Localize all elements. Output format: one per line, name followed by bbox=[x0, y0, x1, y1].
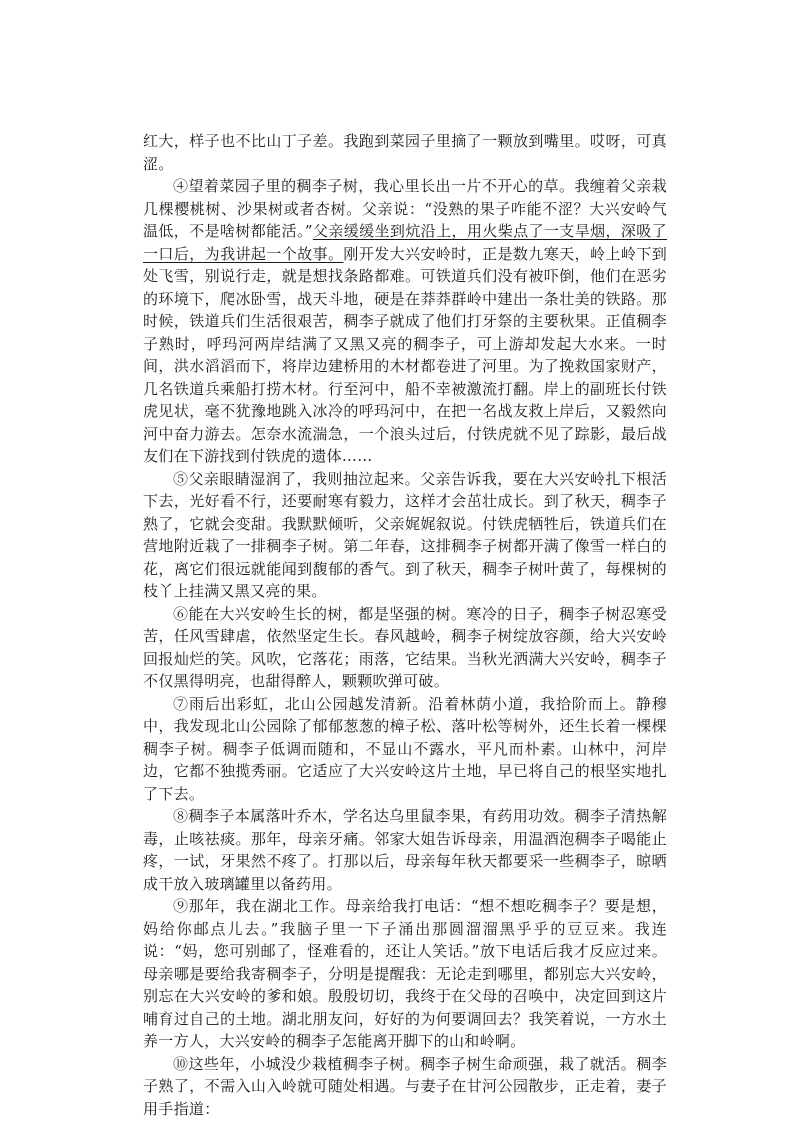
paragraph-p4 bbox=[143, 175, 667, 468]
paragraph-text: 刚开发大兴安岭时，正是数九寒天，岭上岭下到处飞雪，别说行走，就是想找条路都难。可铁道兵们没有被吓倒，他们在恶劣的环境下，爬冰卧雪，战天斗地，硬是在莽莽群岭中建出一条壮美的铁路。那时候，铁道兵们生活很艰苦，稠李子就成了他们打牙祭的主要秋果。正值稠李子熟时，呼玛河两岸结满了又黑又亮的稠李子，可上游却发起大水来。一时间，洪水滔滔而下，将岸边建桥用的木材都卷进了河里。为了挽救国家财产，几名铁道兵乘船打捞木材。行至河中，船不幸被激流打翻。岸上的副班长付铁虎见状，毫不犹豫地跳入冰冷的呼玛河中，在把一名战友救上岸后，又毅然向河中奋力游去。怎奈水流湍急，一个浪头过后，付铁虎就不见了踪影，最后战友们在下游找到付铁虎的遗体…… bbox=[143, 244, 667, 465]
paragraph-p7 bbox=[143, 693, 667, 806]
paragraph-p9 bbox=[143, 895, 667, 1053]
paragraph-p8 bbox=[143, 805, 667, 895]
paragraph-text: 红大，样子也不比山丁子差。我跑到菜园子里摘了一颗放到嘴里。哎呀，可真涩。 bbox=[143, 132, 667, 173]
paragraph-p10 bbox=[143, 1053, 667, 1121]
paragraph-text: ⑦雨后出彩虹，北山公园越发清新。沿着林荫小道，我拾阶而上。静穆中，我发现北山公园除了郁郁葱葱的樟子松、落叶松等树外，还生长着一棵棵稠李子树。稠李子低调而随和，不显山不露水，平凡而朴素。山林中，河岸边，它都不独揽秀丽。它适应了大兴安岭这片土地，早已将自己的根坚实地扎了下去。 bbox=[143, 694, 667, 803]
paragraph-p6 bbox=[143, 603, 667, 693]
paragraph-p5 bbox=[143, 468, 667, 603]
paragraph-p0 bbox=[143, 130, 667, 175]
paragraph-text: ⑤父亲眼睛湿润了，我则抽泣起来。父亲告诉我，要在大兴安岭扎下根活下去，光好看不行，还要耐寒有毅力，这样才会茁壮成长。到了秋天，稠李子熟了，它就会变甜。我默默倾听，父亲娓娓叙说。付铁虎牺牲后，铁道兵们在营地附近栽了一排稠李子树。第二年春，这排稠李子树都开满了像雪一样白的花，离它们很远就能闻到馥郁的香气。到了秋天，稠李子树叶黄了，每棵树的枝丫上挂满又黑又亮的果。 bbox=[143, 469, 667, 600]
paragraph-text: ⑧稠李子本属落叶乔木，学名达乌里鼠李果，有药用功效。稠李子清热解毒，止咳祛痰。那年，母亲牙痛。邻家大姐告诉母亲，用温酒泡稠李子喝能止疼，一试，牙果然不疼了。打那以后，母亲每年秋天都要采一些稠李子，晾晒成干放入玻璃罐里以备药用。 bbox=[143, 807, 667, 893]
underlined-sentence: 父亲缓缓坐到炕沿上，用火柴点了一支旱烟，深吸了一口后，为我讲起一个故事。 bbox=[143, 222, 667, 263]
article-body bbox=[143, 130, 667, 1120]
paragraph-text: ⑨那年，我在湖北工作。母亲给我打电话：“想不想吃稠李子？要是想，妈给你邮点儿去。”我脑子里一下子涌出那圆溜溜黑乎乎的豆豆来。我连说：“妈，您可别邮了，怪难看的，还让人笑话。”放下电话后我才反应过来。母亲哪是要给我寄稠李子，分明是提醒我：无论走到哪里，都别忘大兴安岭，别忘在大兴安岭的爹和娘。殷殷切切，我终于在父母的召唤中，决定回到这片哺育过自己的土地。湖北朋友问，好好的为何要调回去？我笑着说，一方水土养一方人，大兴安岭的稠李子怎能离开脚下的山和岭啊。 bbox=[143, 897, 667, 1050]
paragraph-text: ⑩这些年，小城没少栽植稠李子树。稠李子树生命顽强，栽了就活。稠李子熟了，不需入山入岭就可随处相遇。与妻子在甘河公园散步，正走着，妻子用手指道： bbox=[143, 1054, 667, 1118]
paragraph-text: ④望着菜园子里的稠李子树，我心里长出一片不开心的草。我缠着父亲栽几棵樱桃树、沙果树或者杏树。父亲说：“没熟的果子咋能不涩？大兴安岭气温低，不是啥树都能活。” bbox=[143, 177, 667, 240]
paragraph-text: ⑥能在大兴安岭生长的树，都是坚强的树。寒冷的日子，稠李子树忍寒受苦，任风雪肆虐，依然坚定生长。春风越岭，稠李子树绽放容颜，给大兴安岭回报灿烂的笑。风吹，它落花；雨落，它结果。当秋光洒满大兴安岭，稠李子不仅黑得明亮，也甜得醉人，颗颗吹弹可破。 bbox=[143, 604, 667, 690]
